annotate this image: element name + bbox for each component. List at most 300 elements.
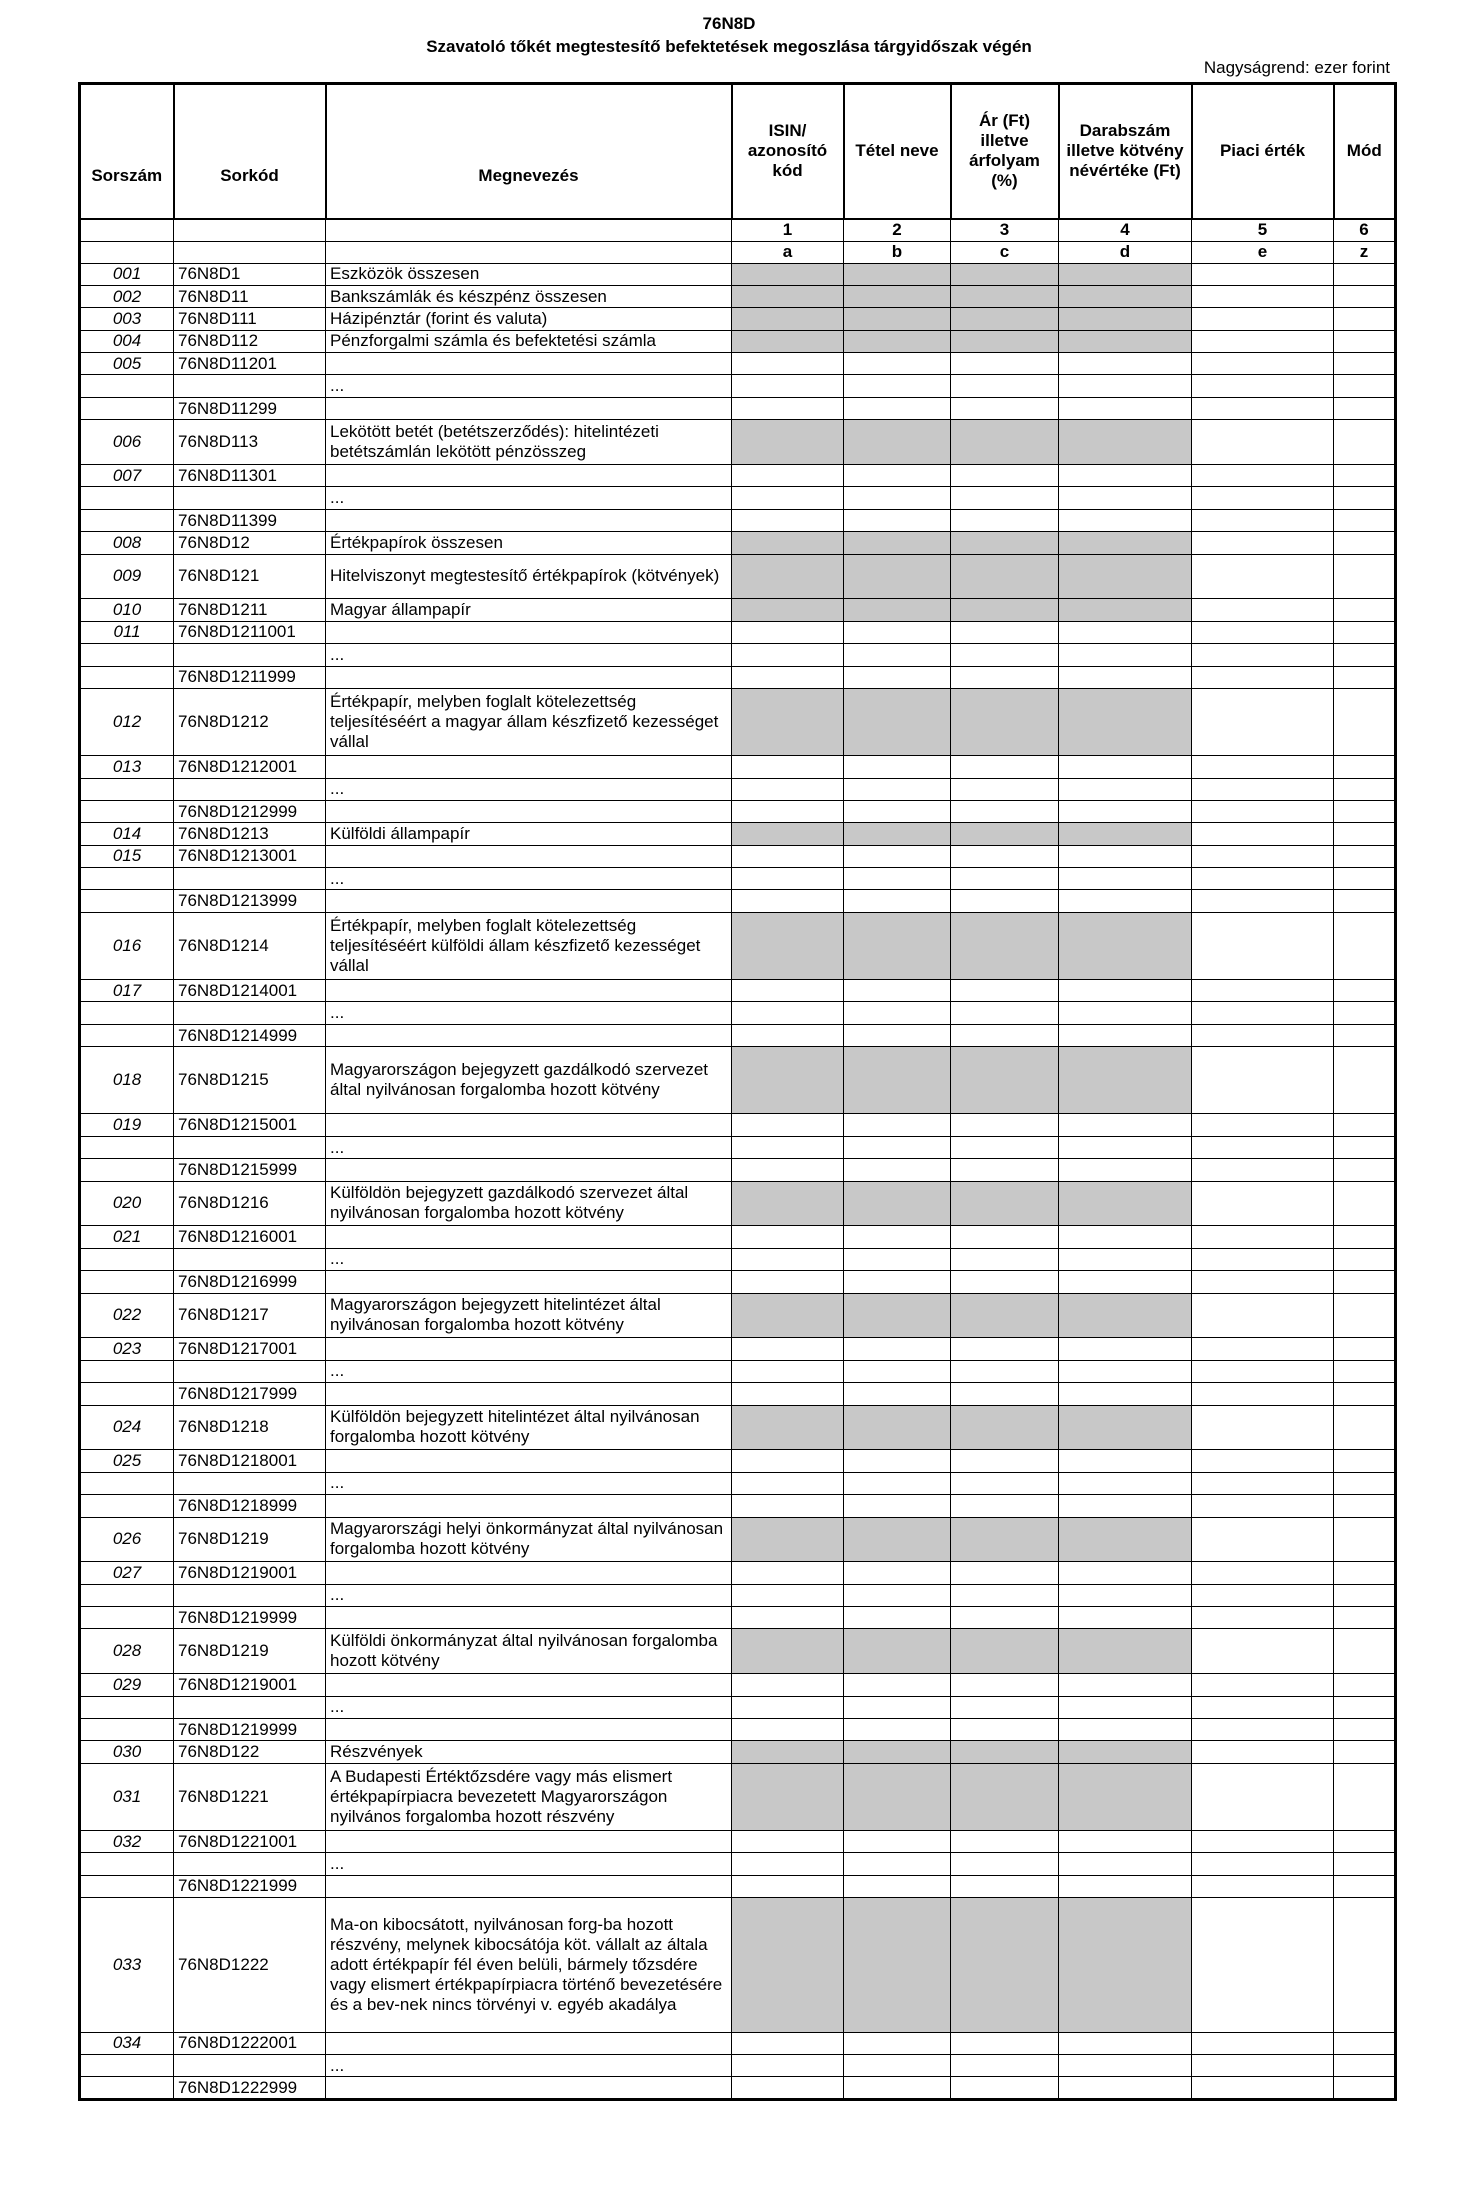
quantity-cell xyxy=(1059,1181,1192,1226)
price-cell[interactable] xyxy=(951,621,1059,643)
market-value-cell[interactable] xyxy=(1192,509,1334,531)
price-cell[interactable] xyxy=(951,2032,1059,2054)
mode-cell[interactable] xyxy=(1334,845,1396,867)
market-value-cell[interactable] xyxy=(1192,1383,1334,1405)
item-name-cell[interactable] xyxy=(844,666,951,688)
item-name-cell[interactable] xyxy=(844,1831,951,1853)
isin-cell[interactable] xyxy=(732,465,844,487)
table-row xyxy=(80,285,1396,307)
mode-cell[interactable] xyxy=(1334,1629,1396,1674)
quantity-cell[interactable] xyxy=(1059,1383,1192,1405)
market-value-cell[interactable] xyxy=(1192,465,1334,487)
quantity-cell[interactable] xyxy=(1059,1472,1192,1494)
mode-cell[interactable] xyxy=(1334,868,1396,890)
market-value-cell[interactable] xyxy=(1192,823,1334,845)
market-value-cell[interactable] xyxy=(1192,1450,1334,1472)
row-code: 76N8D11399 xyxy=(174,509,326,531)
mode-cell[interactable] xyxy=(1334,263,1396,285)
mode-cell[interactable] xyxy=(1334,1450,1396,1472)
isin-cell[interactable] xyxy=(732,1696,844,1718)
market-value-cell[interactable] xyxy=(1192,1114,1334,1136)
price-cell[interactable] xyxy=(951,2054,1059,2076)
quantity-cell[interactable] xyxy=(1059,1248,1192,1270)
item-name-cell[interactable] xyxy=(844,2054,951,2076)
mode-cell[interactable] xyxy=(1334,756,1396,778)
market-value-cell[interactable] xyxy=(1192,263,1334,285)
item-name-cell[interactable] xyxy=(844,1024,951,1046)
price-cell[interactable] xyxy=(951,1495,1059,1517)
market-value-cell[interactable] xyxy=(1192,621,1334,643)
isin-cell[interactable] xyxy=(732,980,844,1002)
item-name-cell[interactable] xyxy=(844,465,951,487)
price-cell[interactable] xyxy=(951,1002,1059,1024)
item-name-cell[interactable] xyxy=(844,375,951,397)
market-value-cell[interactable] xyxy=(1192,285,1334,307)
price-cell[interactable] xyxy=(951,397,1059,419)
price-cell[interactable] xyxy=(951,465,1059,487)
price-cell[interactable] xyxy=(951,1024,1059,1046)
quantity-cell[interactable] xyxy=(1059,1719,1192,1741)
mode-cell[interactable] xyxy=(1334,1831,1396,1853)
mode-cell[interactable] xyxy=(1334,487,1396,509)
isin-cell[interactable] xyxy=(732,1248,844,1270)
isin-cell[interactable] xyxy=(732,509,844,531)
quantity-cell[interactable] xyxy=(1059,800,1192,822)
price-cell[interactable] xyxy=(951,800,1059,822)
mode-cell[interactable] xyxy=(1334,2054,1396,2076)
mode-cell[interactable] xyxy=(1334,1562,1396,1584)
price-cell[interactable] xyxy=(951,1271,1059,1293)
item-name-cell[interactable] xyxy=(844,1450,951,1472)
quantity-cell[interactable] xyxy=(1059,487,1192,509)
market-value-cell[interactable] xyxy=(1192,1853,1334,1875)
mode-cell[interactable] xyxy=(1334,397,1396,419)
market-value-cell[interactable] xyxy=(1192,1607,1334,1629)
price-cell[interactable] xyxy=(951,1853,1059,1875)
mode-cell[interactable] xyxy=(1334,1674,1396,1696)
isin-cell[interactable] xyxy=(732,353,844,375)
mode-cell[interactable] xyxy=(1334,599,1396,621)
price-cell[interactable] xyxy=(951,1248,1059,1270)
isin-cell[interactable] xyxy=(732,778,844,800)
item-name-cell[interactable] xyxy=(844,1495,951,1517)
isin-cell[interactable] xyxy=(732,2032,844,2054)
market-value-cell[interactable] xyxy=(1192,756,1334,778)
mode-cell[interactable] xyxy=(1334,420,1396,465)
price-cell[interactable] xyxy=(951,1383,1059,1405)
item-name-cell[interactable] xyxy=(844,1360,951,1382)
price-cell[interactable] xyxy=(951,1159,1059,1181)
market-value-cell[interactable] xyxy=(1192,1226,1334,1248)
quantity-cell[interactable] xyxy=(1059,644,1192,666)
isin-cell[interactable] xyxy=(732,1383,844,1405)
mode-cell[interactable] xyxy=(1334,1763,1396,1830)
quantity-cell[interactable] xyxy=(1059,890,1192,912)
item-name-cell[interactable] xyxy=(844,397,951,419)
isin-cell[interactable] xyxy=(732,1159,844,1181)
item-name-cell[interactable] xyxy=(844,1853,951,1875)
quantity-cell[interactable] xyxy=(1059,756,1192,778)
item-name-cell[interactable] xyxy=(844,1607,951,1629)
item-name-cell[interactable] xyxy=(844,1226,951,1248)
isin-cell[interactable] xyxy=(732,890,844,912)
quantity-cell[interactable] xyxy=(1059,1495,1192,1517)
market-value-cell[interactable] xyxy=(1192,1338,1334,1360)
item-name-cell[interactable] xyxy=(844,1584,951,1606)
market-value-cell[interactable] xyxy=(1192,1875,1334,1897)
quantity-cell[interactable] xyxy=(1059,375,1192,397)
market-value-cell[interactable] xyxy=(1192,487,1334,509)
price-cell[interactable] xyxy=(951,1338,1059,1360)
item-name-cell[interactable] xyxy=(844,353,951,375)
market-value-cell[interactable] xyxy=(1192,532,1334,554)
item-name-cell[interactable] xyxy=(844,644,951,666)
quantity-cell[interactable] xyxy=(1059,1271,1192,1293)
mode-cell[interactable] xyxy=(1334,1338,1396,1360)
market-value-cell[interactable] xyxy=(1192,1517,1334,1562)
isin-cell[interactable] xyxy=(732,2077,844,2099)
item-name-cell[interactable] xyxy=(844,1875,951,1897)
isin-cell[interactable] xyxy=(732,644,844,666)
mode-cell[interactable] xyxy=(1334,1719,1396,1741)
isin-cell[interactable] xyxy=(732,1226,844,1248)
isin-cell[interactable] xyxy=(732,1338,844,1360)
market-value-cell[interactable] xyxy=(1192,644,1334,666)
item-name-cell[interactable] xyxy=(844,1136,951,1158)
quantity-cell[interactable] xyxy=(1059,1875,1192,1897)
mode-cell[interactable] xyxy=(1334,621,1396,643)
isin-cell[interactable] xyxy=(732,1495,844,1517)
isin-cell[interactable] xyxy=(732,1875,844,1897)
market-value-cell[interactable] xyxy=(1192,688,1334,755)
isin-cell[interactable] xyxy=(732,1360,844,1382)
mode-cell[interactable] xyxy=(1334,1875,1396,1897)
isin-cell[interactable] xyxy=(732,666,844,688)
market-value-cell[interactable] xyxy=(1192,397,1334,419)
quantity-cell[interactable] xyxy=(1059,778,1192,800)
mode-cell[interactable] xyxy=(1334,980,1396,1002)
mode-cell[interactable] xyxy=(1334,285,1396,307)
quantity-cell[interactable] xyxy=(1059,666,1192,688)
price-cell[interactable] xyxy=(951,487,1059,509)
price-cell[interactable] xyxy=(951,1875,1059,1897)
mode-cell[interactable] xyxy=(1334,778,1396,800)
mode-cell[interactable] xyxy=(1334,1741,1396,1763)
price-cell[interactable] xyxy=(951,756,1059,778)
market-value-cell[interactable] xyxy=(1192,868,1334,890)
mode-cell[interactable] xyxy=(1334,823,1396,845)
quantity-cell[interactable] xyxy=(1059,1831,1192,1853)
price-cell[interactable] xyxy=(951,1136,1059,1158)
market-value-cell[interactable] xyxy=(1192,1136,1334,1158)
isin-cell[interactable] xyxy=(732,2054,844,2076)
quantity-cell[interactable] xyxy=(1059,1338,1192,1360)
mode-cell[interactable] xyxy=(1334,330,1396,352)
mode-cell[interactable] xyxy=(1334,1293,1396,1338)
quantity-cell[interactable] xyxy=(1059,1584,1192,1606)
quantity-cell xyxy=(1059,1517,1192,1562)
market-value-cell[interactable] xyxy=(1192,599,1334,621)
market-value-cell[interactable] xyxy=(1192,375,1334,397)
quantity-cell[interactable] xyxy=(1059,845,1192,867)
quantity-cell[interactable] xyxy=(1059,1002,1192,1024)
isin-cell[interactable] xyxy=(732,1024,844,1046)
mode-cell[interactable] xyxy=(1334,1696,1396,1718)
quantity-cell[interactable] xyxy=(1059,1159,1192,1181)
quantity-cell[interactable] xyxy=(1059,980,1192,1002)
item-name-cell[interactable] xyxy=(844,1248,951,1270)
quantity-cell[interactable] xyxy=(1059,2032,1192,2054)
market-value-cell[interactable] xyxy=(1192,1719,1334,1741)
quantity-cell[interactable] xyxy=(1059,1674,1192,1696)
item-name-cell[interactable] xyxy=(844,1271,951,1293)
quantity-cell[interactable] xyxy=(1059,868,1192,890)
market-value-cell[interactable] xyxy=(1192,1360,1334,1382)
isin-cell[interactable] xyxy=(732,397,844,419)
isin-cell[interactable] xyxy=(732,1584,844,1606)
price-cell[interactable] xyxy=(951,2077,1059,2099)
quantity-cell[interactable] xyxy=(1059,2077,1192,2099)
quantity-cell[interactable] xyxy=(1059,397,1192,419)
mode-cell[interactable] xyxy=(1334,1226,1396,1248)
price-cell[interactable] xyxy=(951,980,1059,1002)
market-value-cell[interactable] xyxy=(1192,890,1334,912)
price-cell[interactable] xyxy=(951,1584,1059,1606)
mode-cell[interactable] xyxy=(1334,1853,1396,1875)
mode-cell[interactable] xyxy=(1334,666,1396,688)
market-value-cell[interactable] xyxy=(1192,845,1334,867)
market-value-cell[interactable] xyxy=(1192,330,1334,352)
item-name-cell[interactable] xyxy=(844,487,951,509)
item-name-cell[interactable] xyxy=(844,756,951,778)
quantity-cell[interactable] xyxy=(1059,2054,1192,2076)
market-value-cell[interactable] xyxy=(1192,2077,1334,2099)
market-value-cell[interactable] xyxy=(1192,1002,1334,1024)
item-name-cell[interactable] xyxy=(844,1696,951,1718)
market-value-cell[interactable] xyxy=(1192,2054,1334,2076)
price-cell[interactable] xyxy=(951,1226,1059,1248)
mode-cell[interactable] xyxy=(1334,1607,1396,1629)
mode-cell[interactable] xyxy=(1334,1517,1396,1562)
quantity-cell[interactable] xyxy=(1059,621,1192,643)
quantity-cell[interactable] xyxy=(1059,1360,1192,1382)
market-value-cell[interactable] xyxy=(1192,1696,1334,1718)
item-name-cell[interactable] xyxy=(844,800,951,822)
mode-cell[interactable] xyxy=(1334,1405,1396,1450)
quantity-cell[interactable] xyxy=(1059,1607,1192,1629)
mode-cell[interactable] xyxy=(1334,1472,1396,1494)
mode-cell[interactable] xyxy=(1334,1159,1396,1181)
mode-cell[interactable] xyxy=(1334,890,1396,912)
market-value-cell[interactable] xyxy=(1192,912,1334,979)
market-value-cell[interactable] xyxy=(1192,554,1334,599)
price-cell[interactable] xyxy=(951,644,1059,666)
mode-cell[interactable] xyxy=(1334,1584,1396,1606)
isin-cell[interactable] xyxy=(732,621,844,643)
item-name-cell[interactable] xyxy=(844,1472,951,1494)
mode-cell[interactable] xyxy=(1334,465,1396,487)
isin-cell[interactable] xyxy=(732,1002,844,1024)
item-name-cell[interactable] xyxy=(844,1114,951,1136)
price-cell[interactable] xyxy=(951,353,1059,375)
price-cell[interactable] xyxy=(951,1472,1059,1494)
mode-cell[interactable] xyxy=(1334,1136,1396,1158)
price-cell[interactable] xyxy=(951,1450,1059,1472)
col-number: 3 xyxy=(951,219,1059,242)
table-row xyxy=(80,599,1396,621)
quantity-cell[interactable] xyxy=(1059,1450,1192,1472)
item-name-cell[interactable] xyxy=(844,1719,951,1741)
market-value-cell[interactable] xyxy=(1192,666,1334,688)
isin-cell[interactable] xyxy=(732,487,844,509)
item-name-cell[interactable] xyxy=(844,1338,951,1360)
market-value-cell[interactable] xyxy=(1192,1248,1334,1270)
isin-cell[interactable] xyxy=(732,1271,844,1293)
item-name-cell[interactable] xyxy=(844,1159,951,1181)
market-value-cell[interactable] xyxy=(1192,353,1334,375)
isin-cell[interactable] xyxy=(732,1472,844,1494)
item-name-cell[interactable] xyxy=(844,1383,951,1405)
mode-cell[interactable] xyxy=(1334,912,1396,979)
isin-cell[interactable] xyxy=(732,1853,844,1875)
market-value-cell[interactable] xyxy=(1192,1293,1334,1338)
price-cell[interactable] xyxy=(951,1674,1059,1696)
market-value-cell[interactable] xyxy=(1192,1898,1334,2032)
item-name-cell[interactable] xyxy=(844,980,951,1002)
mode-cell[interactable] xyxy=(1334,1271,1396,1293)
price-cell[interactable] xyxy=(951,1696,1059,1718)
market-value-cell[interactable] xyxy=(1192,1562,1334,1584)
mode-cell[interactable] xyxy=(1334,800,1396,822)
market-value-cell[interactable] xyxy=(1192,980,1334,1002)
market-value-cell[interactable] xyxy=(1192,2032,1334,2054)
quantity-cell[interactable] xyxy=(1059,1024,1192,1046)
market-value-cell[interactable] xyxy=(1192,308,1334,330)
price-cell[interactable] xyxy=(951,375,1059,397)
item-name-cell[interactable] xyxy=(844,868,951,890)
market-value-cell[interactable] xyxy=(1192,1495,1334,1517)
item-name-cell[interactable] xyxy=(844,845,951,867)
price-cell[interactable] xyxy=(951,1562,1059,1584)
item-name-cell[interactable] xyxy=(844,1674,951,1696)
isin-cell[interactable] xyxy=(732,1719,844,1741)
market-value-cell[interactable] xyxy=(1192,1629,1334,1674)
market-value-cell[interactable] xyxy=(1192,800,1334,822)
item-name-cell[interactable] xyxy=(844,509,951,531)
price-cell[interactable] xyxy=(951,1607,1059,1629)
isin-cell[interactable] xyxy=(732,1450,844,1472)
market-value-cell[interactable] xyxy=(1192,1181,1334,1226)
isin-cell[interactable] xyxy=(732,1562,844,1584)
mode-cell[interactable] xyxy=(1334,1383,1396,1405)
price-cell[interactable] xyxy=(951,778,1059,800)
quantity-cell[interactable] xyxy=(1059,465,1192,487)
item-name-cell[interactable] xyxy=(844,1002,951,1024)
quantity-cell[interactable] xyxy=(1059,1136,1192,1158)
mode-cell[interactable] xyxy=(1334,1024,1396,1046)
isin-cell[interactable] xyxy=(732,375,844,397)
price-cell[interactable] xyxy=(951,868,1059,890)
market-value-cell[interactable] xyxy=(1192,420,1334,465)
mode-cell[interactable] xyxy=(1334,2077,1396,2099)
mode-cell[interactable] xyxy=(1334,1047,1396,1114)
mode-cell[interactable] xyxy=(1334,2032,1396,2054)
mode-cell[interactable] xyxy=(1334,532,1396,554)
item-name-cell[interactable] xyxy=(844,2032,951,2054)
mode-cell[interactable] xyxy=(1334,308,1396,330)
mode-cell[interactable] xyxy=(1334,375,1396,397)
market-value-cell[interactable] xyxy=(1192,1472,1334,1494)
isin-cell[interactable] xyxy=(732,1831,844,1853)
market-value-cell[interactable] xyxy=(1192,1674,1334,1696)
price-cell[interactable] xyxy=(951,509,1059,531)
isin-cell[interactable] xyxy=(732,845,844,867)
isin-cell[interactable] xyxy=(732,868,844,890)
quantity-cell[interactable] xyxy=(1059,1226,1192,1248)
price-cell xyxy=(951,599,1059,621)
mode-cell[interactable] xyxy=(1334,509,1396,531)
market-value-cell[interactable] xyxy=(1192,1159,1334,1181)
mode-cell[interactable] xyxy=(1334,353,1396,375)
price-cell[interactable] xyxy=(951,666,1059,688)
isin-cell[interactable] xyxy=(732,1607,844,1629)
isin-cell[interactable] xyxy=(732,756,844,778)
market-value-cell[interactable] xyxy=(1192,1741,1334,1763)
mode-cell[interactable] xyxy=(1334,1360,1396,1382)
quantity-cell[interactable] xyxy=(1059,353,1192,375)
mode-cell[interactable] xyxy=(1334,644,1396,666)
item-name-cell[interactable] xyxy=(844,2077,951,2099)
quantity-cell[interactable] xyxy=(1059,1562,1192,1584)
mode-cell[interactable] xyxy=(1334,1248,1396,1270)
price-cell[interactable] xyxy=(951,1360,1059,1382)
item-name-cell[interactable] xyxy=(844,890,951,912)
market-value-cell[interactable] xyxy=(1192,1763,1334,1830)
mode-cell[interactable] xyxy=(1334,1898,1396,2032)
price-cell[interactable] xyxy=(951,845,1059,867)
isin-cell[interactable] xyxy=(732,1674,844,1696)
market-value-cell[interactable] xyxy=(1192,1047,1334,1114)
market-value-cell[interactable] xyxy=(1192,1405,1334,1450)
item-name-cell[interactable] xyxy=(844,621,951,643)
mode-cell[interactable] xyxy=(1334,1181,1396,1226)
price-cell[interactable] xyxy=(951,1114,1059,1136)
quantity-cell[interactable] xyxy=(1059,1696,1192,1718)
mode-cell[interactable] xyxy=(1334,1002,1396,1024)
market-value-cell[interactable] xyxy=(1192,1831,1334,1853)
isin-cell[interactable] xyxy=(732,1136,844,1158)
mode-cell[interactable] xyxy=(1334,554,1396,599)
price-cell[interactable] xyxy=(951,1719,1059,1741)
market-value-cell[interactable] xyxy=(1192,1271,1334,1293)
isin-cell[interactable] xyxy=(732,1114,844,1136)
price-cell[interactable] xyxy=(951,890,1059,912)
market-value-cell[interactable] xyxy=(1192,1024,1334,1046)
row-description: Pénzforgalmi számla és befektetési számla xyxy=(326,330,732,352)
market-value-cell[interactable] xyxy=(1192,1584,1334,1606)
quantity-cell[interactable] xyxy=(1059,1114,1192,1136)
mode-cell[interactable] xyxy=(1334,688,1396,755)
quantity-cell[interactable] xyxy=(1059,1853,1192,1875)
item-name-cell[interactable] xyxy=(844,778,951,800)
isin-cell[interactable] xyxy=(732,800,844,822)
price-cell[interactable] xyxy=(951,1831,1059,1853)
quantity-cell[interactable] xyxy=(1059,509,1192,531)
item-name-cell[interactable] xyxy=(844,1562,951,1584)
mode-cell[interactable] xyxy=(1334,1114,1396,1136)
market-value-cell[interactable] xyxy=(1192,778,1334,800)
mode-cell[interactable] xyxy=(1334,1495,1396,1517)
